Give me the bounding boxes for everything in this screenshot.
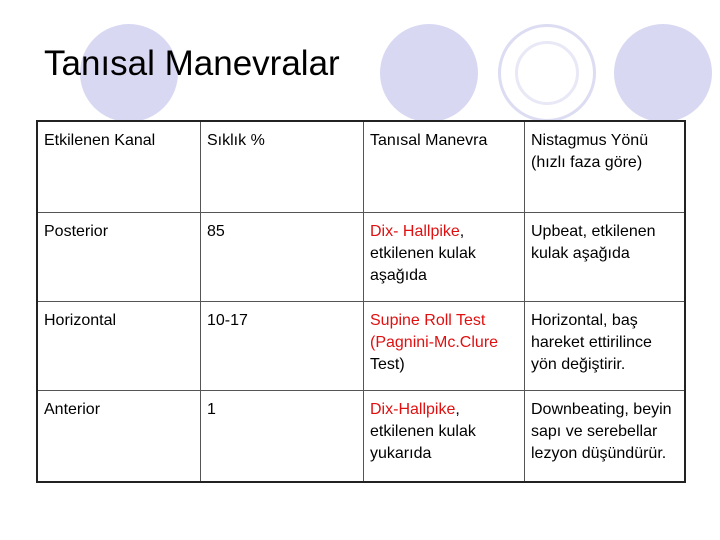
siklik-cell: 10-17 (201, 302, 364, 391)
manevra-cell (364, 213, 525, 302)
header-cell: Etkilenen Kanal (37, 121, 201, 213)
kanal-cell: Horizontal (37, 302, 201, 391)
nistagmus-cell: Upbeat, etkilenen kulak aşağıda (525, 213, 686, 302)
table-header-row (37, 121, 685, 213)
header-cell: Nistagmus Yönü (hızlı faza göre) (525, 121, 686, 213)
manevra-highlight: Dix- Hallpike (370, 223, 460, 240)
decor-circle-3 (498, 24, 596, 122)
siklik-cell: 1 (201, 391, 364, 483)
manevra-highlight: Dix-Hallpike (370, 401, 456, 418)
table-row (37, 302, 685, 391)
manevra-cell (364, 302, 525, 391)
manevra-highlight: Supine Roll Test (Pagnini-Mc.Clure (370, 312, 499, 351)
decor-circle-4 (614, 24, 712, 122)
header-cell: Sıklık % (201, 121, 364, 213)
diagnostic-table (36, 120, 686, 483)
manevra-rest: , etkilenen kulak yukarıda (370, 401, 476, 462)
manevra-cell (364, 391, 525, 483)
table-row (37, 213, 685, 302)
manevra-rest: Test) (370, 356, 405, 373)
nistagmus-cell: Downbeating, beyin sapı ve serebellar lezyon düşündürür. (525, 391, 686, 483)
header-cell: Tanısal Manevra (364, 121, 525, 213)
manevra-rest: , etkilenen kulak aşağıda (370, 223, 476, 284)
siklik-cell: 85 (201, 213, 364, 302)
slide-title: Tanısal Manevralar (44, 44, 340, 83)
nistagmus-cell: Horizontal, baş hareket ettirilince yön değiştirir. (525, 302, 686, 391)
kanal-cell: Posterior (37, 213, 201, 302)
kanal-cell: Anterior (37, 391, 201, 483)
table-row (37, 391, 685, 483)
decor-circle-2 (380, 24, 478, 122)
